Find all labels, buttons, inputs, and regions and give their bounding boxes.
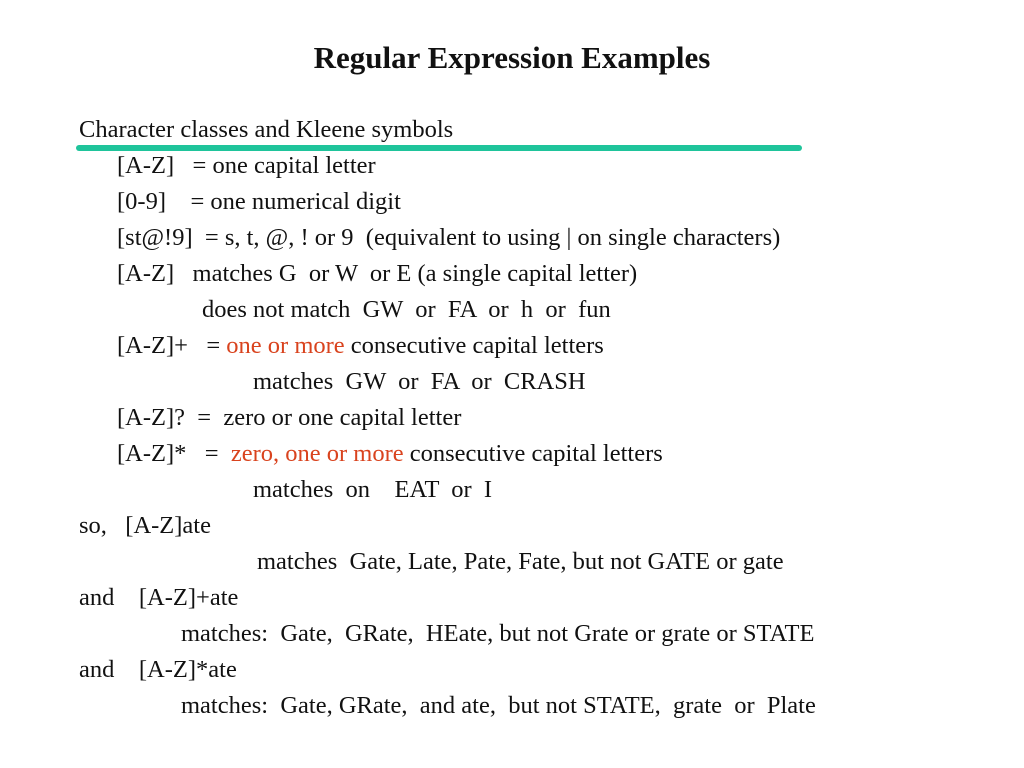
text-line-digit: [0-9] = one numerical digit — [117, 188, 401, 215]
star-description: consecutive capital letters — [403, 440, 663, 467]
text-line-ate-matches: matches Gate, Late, Pate, Fate, but not GATE or gate — [257, 548, 784, 575]
text-line-plus-ate-example: and [A-Z]+ate — [79, 584, 239, 611]
plus-description: consecutive capital letters — [344, 332, 604, 359]
text-line-char-set: [st@!9] = s, t, @, ! or 9 (equivalent to using | on single characters) — [117, 224, 781, 251]
text-line-star-ate-example: and [A-Z]*ate — [79, 656, 237, 683]
text-line-capital-letter: [A-Z] = one capital letter — [117, 152, 376, 179]
text-line-plus-matches: matches GW or FA or CRASH — [253, 368, 586, 395]
text-line-star-ate-matches: matches: Gate, GRate, and ate, but not STATE, grate or Plate — [181, 692, 816, 719]
star-expression: [A-Z]* = — [117, 440, 231, 467]
plus-highlight: one or more — [226, 332, 345, 359]
text-line-ate-example: so, [A-Z]ate — [79, 512, 211, 539]
section-heading: Character classes and Kleene symbols — [79, 116, 454, 143]
text-line-plus-ate-matches: matches: Gate, GRate, HEate, but not Grate or grate or STATE — [181, 620, 815, 647]
text-line-star-matches: matches on EAT or I — [253, 476, 493, 503]
text-line-az-not-match: does not match GW or FA or h or fun — [202, 296, 611, 323]
slide-title: Regular Expression Examples — [313, 40, 711, 75]
text-line-optional: [A-Z]? = zero or one capital letter — [117, 404, 462, 431]
text-line-plus — [117, 331, 604, 361]
text-line-az-matches: [A-Z] matches G or W or E (a single capital letter) — [117, 260, 638, 287]
plus-expression: [A-Z]+ = — [117, 332, 227, 359]
star-highlight: zero, one or more — [230, 440, 404, 467]
text-line-star — [117, 439, 663, 469]
